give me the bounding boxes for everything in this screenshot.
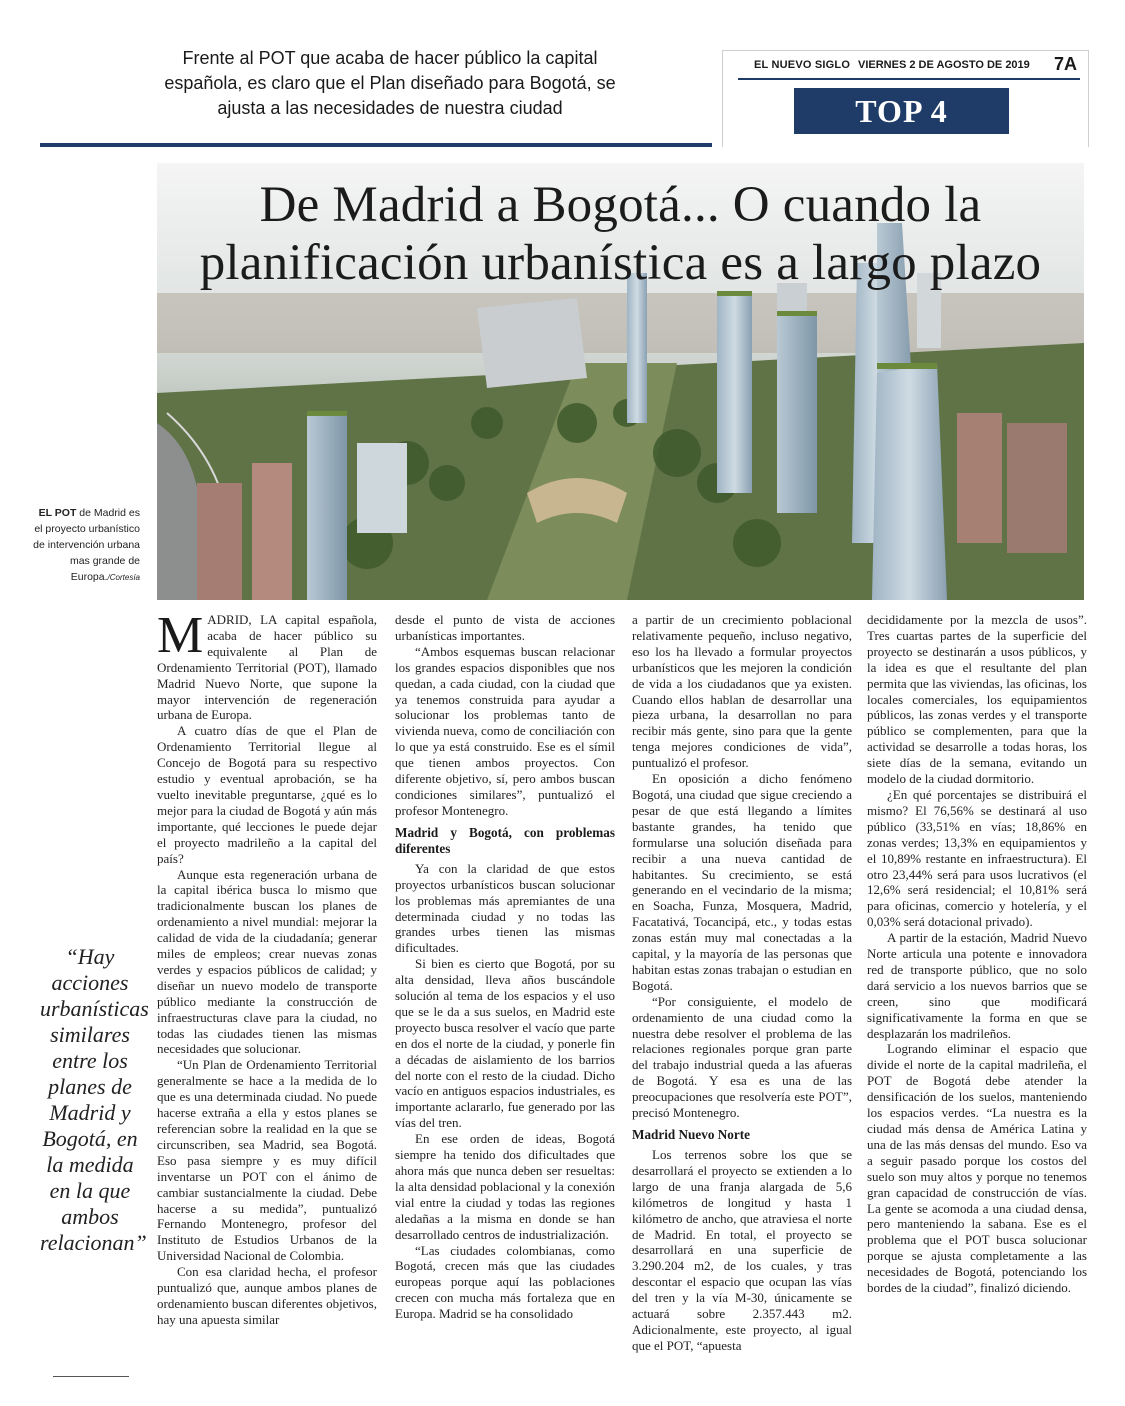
paragraph: “Un Plan de Ordenamiento Territorial generalmente se hace a la medida de lo que es una determinada ciudad. No puede hacerse extraña a ella y estos planes se referencian sobre la realidad en la que se circunscriben, sea Madrid, sea Bogotá. Eso pasa siempre y es muy difícil inventarse un POT con el ánimo de cambiar sustancialmente la ciudad. Debe hacerse a su medida”, puntualizó Fernando Montenegro, profesor del Instituto de Estudios Urbanos de la Universidad Nacional de Colombia. [157,1057,377,1264]
dateline: VIERNES 2 DE AGOSTO DE 2019 [858,59,1030,71]
page-number: 7A [1054,54,1078,74]
paragraph: Ya con la claridad de que estos proyectos urbanísticos buscan solucionar los problemas más apremiantes de una determinada ciudad y no todas las grandes urbes tienen las mismas dificultades. [395,860,615,956]
paragraph: A partir de la estación, Madrid Nuevo Norte articula una potente e innovadora red de transporte público, que no solo dará servicio a los nuevos barrios que se creen, sino que modificará significativamente la forma en que se desplazarán los madrileños. [867,930,1087,1041]
article-column-4 [867,612,1087,1296]
paragraph: “Ambos esquemas buscan relacionar los grandes espacios disponibles que nos quedan, a cada ciudad, con la ciudad que ya tenemos construida para ayudar a solucionar los problemas tanto de vivienda nueva, como de conciliación con lo que ya está construido. Ese es el símil que tienen ambos proyectos. Con diferente objetivo, sí, pero ambos buscan condiciones similares”, puntualizó el profesor Montenegro. [395,643,615,818]
photo-caption [28,505,140,586]
section-badge: TOP 4 [794,88,1009,134]
headline-line-2: planificación urbanística es a largo plazo [199,235,1042,291]
paragraph: Aunque esta regeneración urbana de la capital ibérica busca lo mismo que tradicionalmente buscan los planes de ordenamiento a nivel mundial: mejorar la calidad de vida de la ciudadanía; generar miles de empleos; crear nuevas zonas verdes y espacios públicos de calidad; y diseñar un nuevo modelo de transporte público mediante la construcción de infraestructuras clave para la ciudad, no todas las ciudades tienen las mismas necesidades que solucionar. [157,866,377,1057]
paragraph: “Las ciudades colombianas, como Bogotá, crecen más que las ciudades europeas porque aquí las poblaciones crecen con mucha más fortaleza que en Europa. Madrid se ha consolidado [395,1242,615,1322]
paragraph: decididamente por la mezcla de usos”. Tres cuartas partes de la superficie del proyecto se destinarán a usos públicos, y la idea es que el resultante del plan permita que las viviendas, las oficinas, los locales comerciales, los equipamientos públicos, las zonas verdes y el transporte público se complementen, para que la actividad se desarrolle a todas horas, los siete días de la semana, evitando un modelo de la ciudad dormitorio. [867,612,1087,787]
subheading: Madrid y Bogotá, con problemas diferentes [395,824,615,856]
paragraph: Logrando eliminar el espacio que divide el norte de la capital madrileña, el POT de Bogotá debe atender la densificación de los suelos, manteniendo los espacios verdes. “La nuestra es la ciudad más densa de América Latina y una de las más densas del mundo. Eso va a seguir pasado porque los costos del suelo son muy altos y porque no tenemos gran capacidad de construcción de vías. La gente se acomoda a una ciudad densa, pero manteniendo la sabana. Ese es el problema que el POT busca solucionar porque se ajusta completamente a las necesidades de Bogotá, potenciando los bordes de la ciudad”, finalizó diciendo. [867,1041,1087,1296]
paragraph: a partir de un crecimiento poblacional relativamente pequeño, incluso negativo, eso los ha llevado a formular proyectos urbanísticos que les mejoren la condición de vida a los ciudadanos que ya existen. Cuando ellos hablan de desarrollar una pieza urbana, la desarrollan no para recibir más gente, sino para que la gente tenga mejores condiciones de vida”, puntualizó el profesor. [632,612,852,771]
paper-name: EL NUEVO SIGLO [754,59,851,71]
pull-quote-rule [53,1376,129,1377]
paragraph: “Por consiguiente, el modelo de ordenamiento de una ciudad como la nuestra debe resolver el problema de las relaciones regionales porque gran parte del trabajo industrial queda a las afueras de Bogotá. Y esa es una de las preocupaciones que resolvería este POT”, precisó Montenegro. [632,993,852,1121]
subheading: Madrid Nuevo Norte [632,1127,750,1142]
paragraph: En oposición a dicho fenómeno Bogotá, una ciudad que sigue creciendo a pesar de que está llegando a límites bastante grandes, ha tenido que formularse una solución diseñada para recibir a una nueva cantidad de habitantes. Su crecimiento, se está generando en el vecindario de la misma; en Soacha, Funza, Mosquera, Madrid, Facatativá, Tocancipá, etc., y todas estas zonas están muy mal conectadas a la capital, y la mayoría de las personas que habitan estas zonas trabajan o estudian en Bogotá. [632,771,852,993]
article-column-1 [157,607,377,1328]
paragraph: Con esa claridad hecha, el profesor puntualizó que, aunque ambos planes de ordenamiento buscan diferentes objetivos, hay una apuesta similar [157,1264,377,1327]
paragraph: Los terrenos sobre los que se desarrollará el proyecto se extienden a lo largo de una franja alargada de 5,6 kilómetros de longitud y hasta 1 kilómetro de ancho, que atraviesa el norte de Madrid. En total, el proyecto se desarrollará en una superficie de 3.290.204 m2, de los cuales, y tras descontar el espacio que ocupan las vías del tren y la vía M-30, únicamente se actuará sobre 2.357.443 m2. Adicionalmente, este proyecto, al igual que el POT, “apuesta [632,1147,852,1353]
paragraph: ¿En qué porcentajes se distribuirá el mismo? El 76,56% se destinará al uso público (33,51% en vías; 18,86% en zonas verdes; 13,3% en equipamientos y el 10,89% restante en infraestructura). El otro 23,44% será para usos lucrativos (el 12,6% será residencial; el 10,81% será para oficinas, comercio y hotelería, y el 0,03% será dotacional privado). [867,786,1087,930]
paragraph: En ese orden de ideas, Bogotá siempre ha tenido dos dificultades que ahora más que nunca deben ser resueltas: la alta densidad poblacional y la conexión vial entre la ciudad y todas las regiones aledañas a la misma en donde se han desarrollado centros de industrialización. [395,1131,615,1242]
caption-text: de Madrid es el proyecto urbanístico de intervención urbana mas grande de Europa. [33,507,140,583]
paragraph: Si bien es cierto que Bogotá, por su alta densidad, lleva años buscándole solución al tema de los espacios y el uso que se le da a sus suelos, en Madrid este proyecto busca resolver el vacío que parte en dos el norte de la ciudad, y ponerle fin a décadas de aislamiento de los barrios del norte con el resto de la ciudad. Dicho vacío en antiguos espacios industriales, es importante aclararlo, fue generado por las vías del tren. [395,956,615,1131]
kicker-rule [40,143,712,147]
pull-quote: “Hay acciones urbanísticas similares entre los planes de Madrid y Bogotá, en la medida en la que ambos relacionan” [40,944,149,1255]
article-column-2 [395,612,615,1322]
caption-credit: /Cortesía [107,573,140,582]
article-column-3 [632,612,852,1354]
paragraph: A cuatro días de que el Plan de Ordenamiento Territorial llegue al Concejo de Bogotá para su respectivo estudio y eventual aprobación, se ha vuelto inevitable preguntarse, ¿qué es lo mejor para la ciudad de Bogotá y aún más importante, qué lecciones le puede dejar el proyecto madrileño a la capital del país? [157,723,377,866]
paragraph: desde el punto de vista de acciones urbanísticas importantes. [395,612,615,643]
paragraph: MADRID, LA capital española, acaba de hacer público su equivalente al Plan de Ordenamiento Territorial (POT), llamado Madrid Nuevo Norte, que supone la mayor intervención de regeneración urbana de Europa. [157,607,377,723]
caption-lead: EL POT [38,507,77,519]
drop-cap: M [157,607,204,664]
headline-line-1: De Madrid a Bogotá... O cuando la [259,177,982,233]
kicker: Frente al POT que acaba de hacer público la capital española, es claro que el Plan diseñado para Bogotá, se ajusta a las necesidades de nuestra ciudad [164,48,616,118]
headline [157,176,1084,292]
